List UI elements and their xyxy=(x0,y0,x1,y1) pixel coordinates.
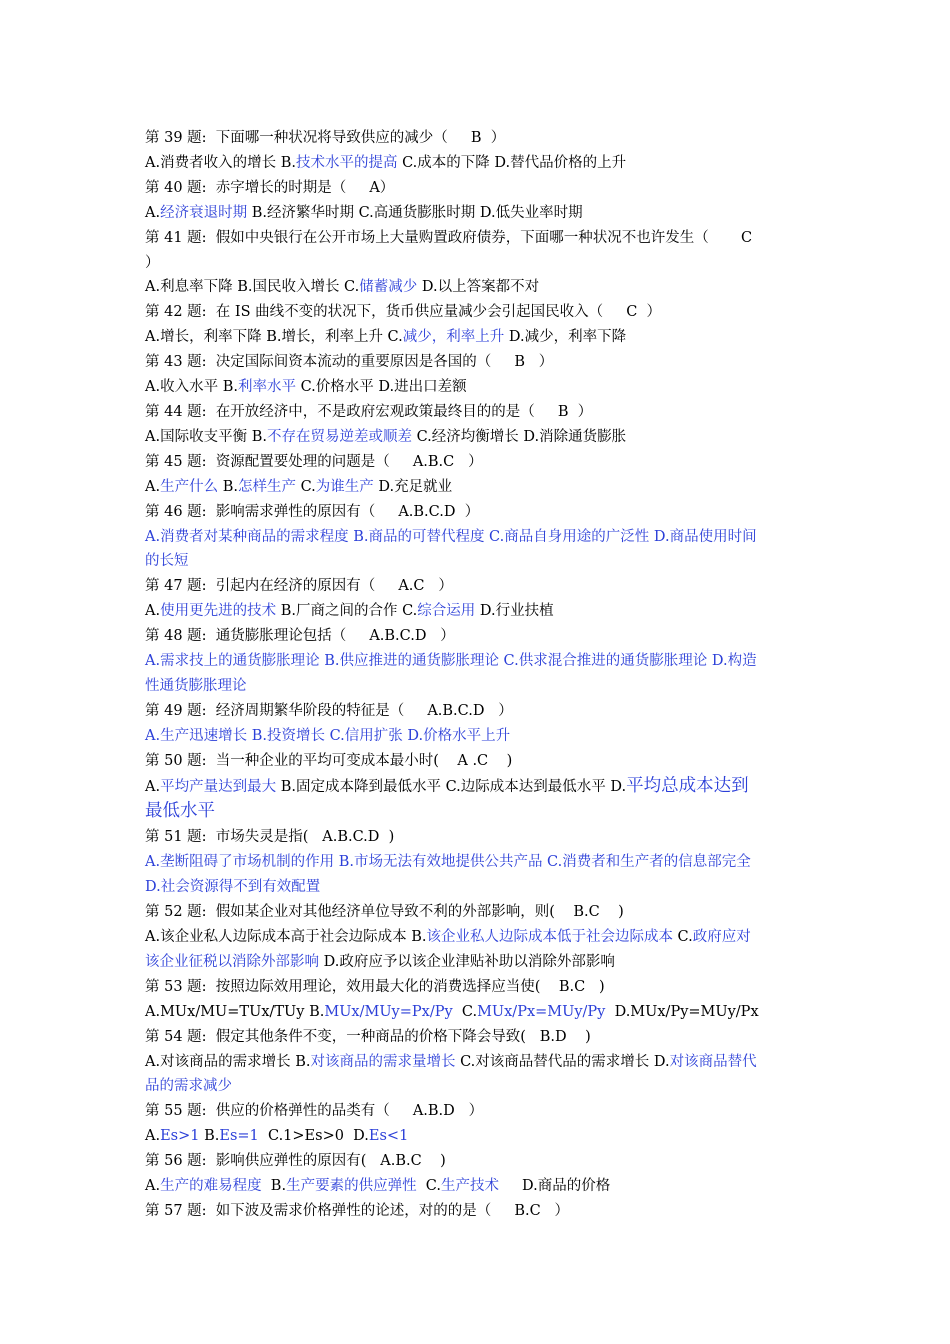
text-segment: C.对该商品替代品的需求增长 D. xyxy=(455,1053,670,1070)
highlighted-answer-text: 的长短 xyxy=(145,553,189,570)
text-segment: 第 54 题: 假定其他条件不变，一种商品的价格下降会导致( B.D ) xyxy=(145,1028,591,1045)
text-segment: C. xyxy=(672,929,693,945)
text-line xyxy=(145,1149,810,1174)
text-line xyxy=(145,500,810,525)
highlighted-answer-text: 综合运用 xyxy=(417,603,476,620)
text-segment: B.厂商之间的合作 C. xyxy=(276,603,418,620)
text-segment: 第 49 题: 经济周期繁华阶段的特征是（ A.B.C.D ） xyxy=(145,702,513,719)
text-segment: 第 56 题: 影响供应弹性的原因有( A.B.C ) xyxy=(145,1153,446,1170)
text-line xyxy=(145,774,810,800)
text-segment: 第 41 题: 假如中央银行在公开市场上大量购置政府债券，下面哪一种状况不也许发生（ C xyxy=(145,229,753,246)
highlighted-answer-text: Es<1 xyxy=(368,1128,409,1145)
text-segment: D.政府应予以该企业津贴补助以消除外部影响 xyxy=(319,953,615,970)
text-segment: A.该企业私人边际成本高于社会边际成本 B. xyxy=(145,929,427,945)
text-segment: 消费者收入的增长 B. xyxy=(160,154,296,171)
text-segment: A. xyxy=(145,204,161,221)
text-segment: A. xyxy=(145,778,161,795)
text-segment: 第 42 题: 在 IS 曲线不变的状况下，货币供应量减少会引起国民收入（ C ） xyxy=(145,304,662,321)
text-segment: 第 45 题: 资源配置要处理的问题是（ A.B.C ） xyxy=(145,453,483,470)
highlighted-answer-text: 平均产量达到最大 xyxy=(160,778,277,795)
text-line xyxy=(145,300,810,325)
text-segment: B. xyxy=(261,1178,287,1195)
text-line xyxy=(145,1074,810,1099)
text-line xyxy=(145,201,810,226)
text-line xyxy=(145,599,810,624)
text-segment: B. xyxy=(199,1128,220,1145)
highlighted-answer-text: A.消费者对某种商品的需求程度 B.商品的可替代程度 C.商品自身用途的广泛性 D.商品使用时间 xyxy=(145,528,757,545)
text-line xyxy=(145,825,810,850)
text-line xyxy=(145,226,810,251)
text-line xyxy=(145,176,810,201)
text-line xyxy=(145,525,810,550)
text-line xyxy=(145,1050,810,1075)
text-segment: C.价格水平 D.进出口差额 xyxy=(295,379,467,396)
text-segment: A.MUx/MU=TUx/TUy B. xyxy=(145,1003,325,1020)
text-line xyxy=(145,151,810,176)
text-line xyxy=(145,724,810,749)
highlighted-answer-text: A.需求技上的通货膨胀理论 B.供应推进的通货膨胀理论 C.供求混合推进的通货膨胀理论 D.构造 xyxy=(145,653,757,670)
text-line xyxy=(145,674,810,699)
text-segment: C.经济均衡增长 D.消除通货膨胀 xyxy=(411,428,627,445)
text-segment: A. xyxy=(145,478,161,495)
highlighted-answer-text: 利率水平 xyxy=(237,379,296,396)
highlighted-answer-text: 生产什么 xyxy=(160,478,219,495)
text-line xyxy=(145,624,810,649)
highlighted-answer-text: 怎样生产 xyxy=(237,478,296,495)
highlighted-answer-text: 生产的难易程度 xyxy=(160,1178,262,1195)
text-line xyxy=(145,875,810,900)
highlighted-answer-text: 该企业征税以消除外部影响 xyxy=(145,953,319,970)
text-line xyxy=(145,126,810,151)
text-segment: 第 43 题: 决定国际间资本流动的重要原因是各国的（ B ） xyxy=(145,354,554,371)
text-segment: 第 53 题: 按照边际效用理论，效用最大化的消费选择应当使( B.C ) xyxy=(145,978,605,995)
text-segment: D.减少，利率下降 xyxy=(504,329,627,346)
text-segment: D.充足就业 xyxy=(373,478,453,495)
text-line xyxy=(145,925,810,950)
highlighted-answer-text: 使用更先进的技术 xyxy=(160,603,277,620)
text-line xyxy=(145,850,810,875)
highlighted-answer-text: 生产技术 xyxy=(440,1178,499,1195)
highlighted-answer-text: MUx/MUy=Px/Py xyxy=(324,1003,453,1020)
text-line xyxy=(145,900,810,925)
highlighted-answer-text: 减少，利率上升 xyxy=(402,329,505,346)
text-line xyxy=(145,425,810,450)
text-line xyxy=(145,1124,810,1149)
highlighted-answer-text: 经济衰退时期 xyxy=(160,204,248,221)
text-segment: 第 47 题: 引起内在经济的原因有（ A.C ） xyxy=(145,578,453,595)
text-line xyxy=(145,275,810,300)
text-line xyxy=(145,251,810,276)
text-line xyxy=(145,375,810,400)
text-segment: B.固定成本降到最低水平 C.边际成本达到最低水平 D. xyxy=(276,778,627,795)
highlighted-answer-text: 品的需求减少 xyxy=(145,1078,232,1095)
highlighted-answer-text: Es=1 xyxy=(219,1128,259,1145)
text-line xyxy=(145,325,810,350)
text-segment: C.1>Es>0 D. xyxy=(258,1128,369,1145)
text-line xyxy=(145,549,810,574)
text-segment: 第 50 题: 当一种企业的平均可变成本最小时( A .C ) xyxy=(145,752,513,769)
text-segment: D.MUx/Py=MUy/Px xyxy=(605,1003,759,1020)
text-segment: A.增长，利率下降 B.增长，利率上升 C. xyxy=(145,329,403,346)
text-segment: C. xyxy=(295,478,316,495)
text-line xyxy=(145,400,810,425)
highlighted-answer-text: 对该商品替代 xyxy=(669,1053,757,1070)
text-segment: A.国际收支平衡 B. xyxy=(145,428,267,445)
text-segment: A.对该商品的需求增长 B. xyxy=(145,1053,311,1070)
text-segment: 第 51 题: 市场失灵是指( A.B.C.D ) xyxy=(145,829,395,846)
text-line xyxy=(145,1025,810,1050)
highlighted-answer-text: 平均总成本达到 xyxy=(626,775,749,796)
highlighted-answer-text: Es>1 xyxy=(160,1128,200,1145)
highlighted-answer-text: 该企业私人边际成本低于社会边际成本 xyxy=(426,929,673,945)
highlighted-answer-text: 生产要素的供应弹性 xyxy=(286,1178,417,1195)
text-line xyxy=(145,975,810,1000)
highlighted-answer-text: A.垄断阻碍了市场机制的作用 B.市场无法有效地提供公共产品 C.消费者和生产者的信息部完全 xyxy=(145,854,751,871)
document-page xyxy=(145,126,810,1224)
text-line xyxy=(145,1199,810,1224)
text-segment: C.成本的下降 D.替代品价格的上升 xyxy=(397,154,627,171)
highlighted-answer-text: MUx/Px=MUy/Py xyxy=(477,1003,606,1020)
text-line xyxy=(145,1174,810,1199)
text-segment: D.商品的价格 xyxy=(498,1178,611,1195)
text-segment: B.经济繁华时期 C.高通货膨胀时期 D.低失业率时期 xyxy=(247,204,583,221)
text-line xyxy=(145,699,810,724)
highlighted-answer-text: 最低水平 xyxy=(145,801,215,822)
text-segment: 第 57 题: 如下波及需求价格弹性的论述，对的的是（ B.C ） xyxy=(145,1202,570,1219)
highlighted-answer-text: 政府应对 xyxy=(692,929,751,945)
text-segment: 第 39 题: 下面哪一种状况将导致供应的减少（ B ） xyxy=(145,130,506,146)
highlighted-answer-text: 储蓄减少 xyxy=(359,279,418,296)
text-line xyxy=(145,574,810,599)
text-segment: C. xyxy=(416,1178,441,1195)
text-segment: D.行业扶植 xyxy=(475,603,554,620)
highlighted-answer-text: 对该商品的需求量增长 xyxy=(310,1053,456,1070)
highlighted-answer-text: 技术水平的提高 xyxy=(295,154,398,171)
text-segment: A. xyxy=(145,603,161,620)
text-segment: A. xyxy=(145,154,161,171)
text-segment: 第 52 题: 假如某企业对其他经济单位导致不利的外部影响，则( B.C ) xyxy=(145,904,624,921)
text-segment: A. xyxy=(145,1128,161,1145)
highlighted-answer-text: 为谁生产 xyxy=(315,478,374,495)
text-segment: 第 48 题: 通货膨胀理论包括（ A.B.C.D ） xyxy=(145,628,455,645)
text-line xyxy=(145,475,810,500)
text-line xyxy=(145,1000,810,1025)
text-line xyxy=(145,649,810,674)
text-line xyxy=(145,799,810,825)
text-line xyxy=(145,749,810,774)
text-line xyxy=(145,950,810,975)
text-line xyxy=(145,450,810,475)
text-segment: B. xyxy=(218,478,238,495)
highlighted-answer-text: A.生产迅速增长 B.投资增长 C.信用扩张 D.价格水平上升 xyxy=(145,727,511,744)
text-segment: A. xyxy=(145,1178,161,1195)
text-segment: 第 40 题: 赤字增长的时期是（ A） xyxy=(145,179,395,196)
highlighted-answer-text: 性通货膨胀理论 xyxy=(145,677,247,694)
highlighted-answer-text: D.社会资源得不到有效配置 xyxy=(145,879,321,896)
highlighted-answer-text: 不存在贸易逆差或顺差 xyxy=(266,428,412,445)
text-segment: 第 55 题: 供应的价格弹性的品类有（ A.B.D ） xyxy=(145,1103,484,1120)
text-segment: D.以上答案都不对 xyxy=(417,279,540,296)
text-segment: 第 46 题: 影响需求弹性的原因有（ A.B.C.D ） xyxy=(145,503,480,520)
text-line xyxy=(145,350,810,375)
text-segment: C. xyxy=(452,1003,478,1020)
text-segment: A.收入水平 B. xyxy=(145,379,238,396)
text-segment: ） xyxy=(145,254,160,271)
text-segment: A.利息率下降 B.国民收入增长 C. xyxy=(145,279,360,296)
text-segment: 第 44 题: 在开放经济中，不是政府宏观政策最终目的的是（ B ） xyxy=(145,403,593,420)
text-line xyxy=(145,1099,810,1124)
